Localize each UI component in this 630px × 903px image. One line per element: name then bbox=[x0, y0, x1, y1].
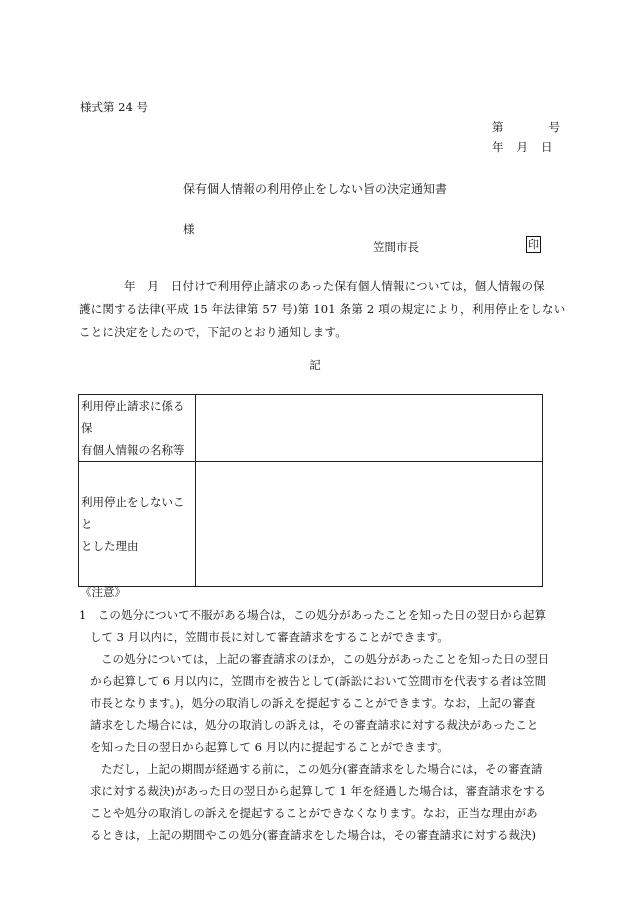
note-line: ことや処分の取消しの訴えを提起することができなくなります。なお，正当な理由があ bbox=[90, 806, 538, 820]
ki-heading: 記 bbox=[309, 358, 321, 372]
document-number-label-dai: 第 bbox=[492, 120, 504, 134]
table-label-line: とした理由 bbox=[81, 539, 139, 553]
document-title: 保有個人情報の利用停止をしない旨の決定通知書 bbox=[182, 182, 447, 196]
table-label-line: 利用停止請求に係る保 bbox=[81, 399, 185, 435]
date-year-label: 年 bbox=[492, 140, 504, 154]
notes-heading: 《注意》 bbox=[80, 585, 126, 599]
note-line: 請求をした場合には，処分の取消しの訴えは，その審査請求に対する裁決があったこと bbox=[90, 718, 539, 732]
document-number bbox=[492, 119, 560, 135]
date-month-label: 月 bbox=[516, 140, 528, 154]
document-number-label-go: 号 bbox=[548, 120, 560, 134]
body-line: ことに決定をしたので，下記のとおり通知します。 bbox=[79, 325, 347, 339]
table-value-cell bbox=[196, 395, 543, 462]
body-line: 護に関する法律(平成 15 年法律第 57 号)第 101 条第 2 項の規定により，利用停止をしない bbox=[79, 302, 566, 316]
table-label-line: 有個人情報の名称等 bbox=[81, 443, 185, 457]
note-line: この処分については，上記の審査請求のほか，この処分があったことを知った日の翌日 bbox=[101, 652, 550, 666]
body-paragraph bbox=[79, 275, 566, 344]
note-line: して 3 月以内に，笠間市長に対して審査請求をすることができます。 bbox=[90, 630, 449, 644]
table-label-cell bbox=[79, 462, 196, 587]
table-value-cell bbox=[196, 462, 543, 587]
issuer-name: 笠間市長 bbox=[373, 240, 419, 254]
info-table bbox=[78, 394, 543, 587]
note-line: 1 この処分について不服がある場合は，この処分があったことを知った日の翌日から起算 bbox=[79, 608, 546, 622]
seal-box: 印 bbox=[528, 238, 539, 251]
note-line: 市長となります。)，処分の取消しの訴えを提起することができます。なお，上記の審査 bbox=[90, 696, 536, 710]
note-line: を知った日の翌日から起算して 6 月以内に提起することができます。 bbox=[90, 740, 449, 754]
document-date bbox=[492, 139, 553, 155]
note-line: から起算して 6 月以内に，笠間市を被告として(訴訟において笠間市を代表する者は笠間 bbox=[90, 674, 547, 688]
table-row bbox=[79, 462, 543, 587]
date-day-label: 日 bbox=[541, 140, 553, 154]
note-line: るときは，上記の期間やこの処分(審査請求をした場合は，その審査請求に対する裁決) bbox=[90, 828, 536, 842]
body-line: 年 月 日付けで利用停止請求のあった保有個人情報については，個人情報の保 bbox=[124, 279, 545, 293]
note-line: 求に対する裁決)があった日の翌日から起算して 1 年を経過した場合は，審査請求をする bbox=[90, 784, 546, 798]
table-row bbox=[79, 395, 543, 462]
table-label-cell bbox=[79, 395, 196, 462]
notes-list bbox=[79, 604, 557, 846]
table-label-line: 利用停止をしないこと bbox=[81, 495, 185, 531]
addressee-suffix: 様 bbox=[183, 222, 195, 236]
note-line: ただし，上記の期間が経過する前に，この処分(審査請求をした場合には，その審査請 bbox=[101, 762, 543, 776]
form-number: 様式第 24 号 bbox=[80, 100, 148, 114]
